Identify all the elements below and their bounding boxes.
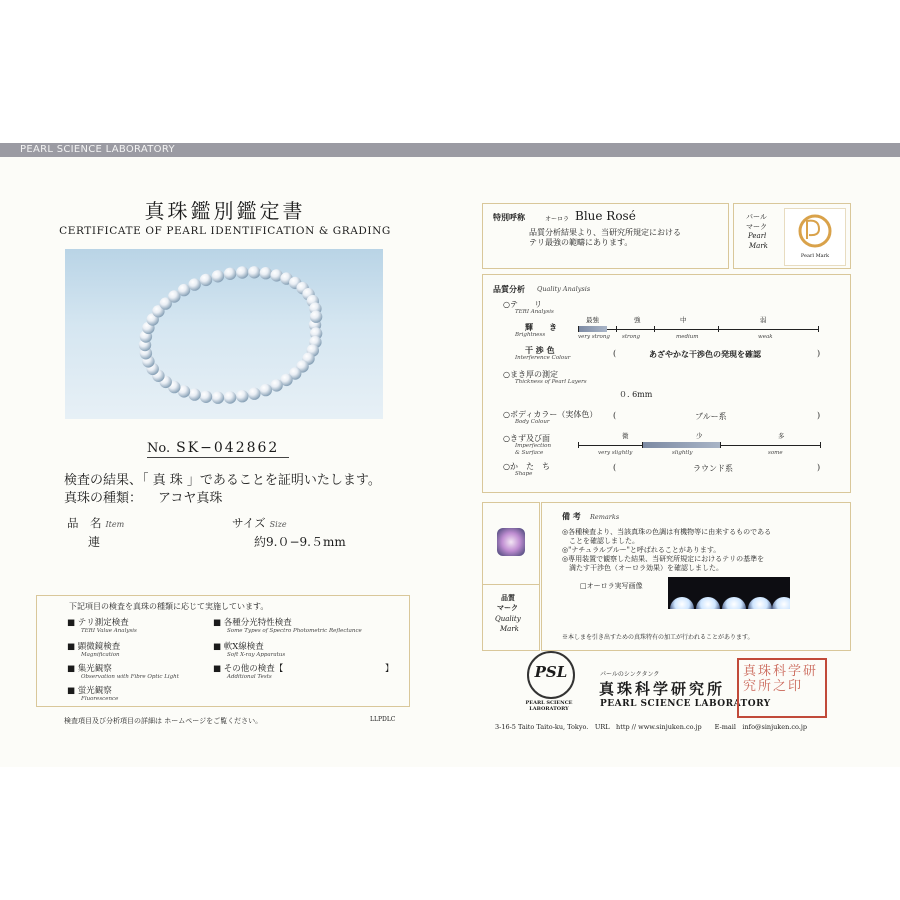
pearl-mark-icon [785, 209, 845, 255]
body-colour-value: ブルー系 [695, 412, 727, 421]
imperfection-top-label: 微 [622, 432, 629, 440]
quality-mark-en2: Mark [500, 625, 519, 633]
aurora-label: □オーロラ実写画像 [580, 582, 643, 590]
remarks-title: 備 考 [562, 511, 581, 521]
certificate-number [147, 440, 289, 458]
imperfection-level-bar [642, 442, 721, 448]
qa-title-en: Quality Analysis [537, 285, 591, 293]
title-en: CERTIFICATE OF PEARL IDENTIFICATION & GRADING [59, 225, 391, 237]
aurora-pearls-image [668, 577, 790, 609]
psl-logo [527, 651, 575, 699]
imperfection-top-label: 少 [696, 432, 703, 440]
brightness-top-label: 最強 [586, 316, 599, 324]
lab-name-jp: 真珠科学研究所 [599, 680, 726, 698]
shape-en: Shape [515, 471, 533, 477]
certificate [0, 143, 900, 767]
seal-text: 真珠科学研究所之印 [743, 664, 819, 694]
pearl [224, 391, 236, 403]
test-item: ■ 各種分光特性検査 Some Types of Spectro Photometric Reflectance [213, 618, 362, 634]
imperfection-top-label: 多 [778, 432, 785, 440]
imperfection-en1: Imperfection [515, 443, 551, 449]
special-name: Blue Rosé [575, 209, 636, 223]
quality-mark-en1: Quality [495, 615, 521, 623]
pearl-mark-box [733, 203, 851, 269]
brightness-top-label: 中 [680, 316, 687, 324]
body-colour-en: Body Colour [515, 419, 550, 425]
imperfection-scale [578, 431, 822, 459]
quality-mark-jp1: 品質 [501, 593, 515, 602]
brightness-scale [578, 315, 820, 343]
remarks-line: ◎各種検査より、当該真珠の色調は有機物等に由来するものである [562, 528, 772, 536]
body-colour-close: ) [817, 411, 821, 420]
imperfection-tick [578, 442, 579, 448]
pearl-mark-caption: Pearl Mark [800, 253, 830, 259]
pearl [224, 268, 236, 280]
lab-name-en: PEARL SCIENCE LABORATORY [600, 699, 771, 709]
shape-open: ( [613, 463, 617, 472]
aurora-thumbnail [497, 528, 525, 556]
brightness-bottom-label: weak [758, 334, 773, 340]
pearl-mark-en1: Pearl [748, 232, 767, 240]
pearl-mark-en2: Mark [749, 242, 768, 250]
pearl [260, 267, 272, 279]
pearl [310, 311, 322, 323]
imperfection-bottom-label: very slightly [598, 450, 633, 456]
size-value: 約9.０−9.５mm [254, 535, 346, 549]
imperfection-tick [642, 442, 643, 448]
shape-close: ) [817, 463, 821, 472]
brightness-tick [654, 326, 655, 332]
interference-value: あざやかな干渉色の発現を確認 [649, 349, 761, 359]
item-label [67, 515, 124, 531]
imperfection-tick [720, 442, 721, 448]
pearl [248, 388, 260, 400]
imperfection-label: ○きず及び面 [503, 434, 550, 443]
test-item: ■ テリ測定検査 TERI Value Analysis [67, 618, 137, 634]
item-label-jp: 品 名 [67, 516, 102, 530]
remarks-title-en: Remarks [590, 513, 620, 521]
header-label: PEARL SCIENCE LABORATORY [20, 144, 175, 155]
pearl [200, 391, 212, 403]
pearl [212, 270, 224, 282]
brightness-en: Brightness [515, 332, 546, 338]
brightness-tick [718, 326, 719, 332]
quality-analysis-box [482, 274, 851, 493]
remarks-box [541, 502, 851, 651]
statement: 検査の結果、「 真 珠 」であることを証明いたします。 [64, 473, 381, 488]
pearl-necklace-photo [65, 249, 383, 419]
imperfection-en2: & Surface [515, 450, 544, 456]
size-label-en: Size [269, 520, 287, 529]
tests-intro: 下記項目の検査を真珠の種類に応じて実施しています。 [69, 602, 269, 611]
test-item: ■ 集光観察 Observation with Fibre Optic Light [67, 664, 179, 680]
teri-label: ○テ リ [503, 300, 542, 309]
test-item: ■ その他の検査【 Additional Tests [213, 664, 284, 680]
test-item: ■ 顕微鏡検査 Magnification [67, 642, 121, 658]
brightness-tick [578, 326, 579, 332]
pearl [270, 379, 282, 391]
imperfection-tick [820, 442, 821, 448]
size-label [232, 515, 287, 531]
brightness-top-label: 強 [634, 316, 641, 324]
lab-kana: パールのシンクタンク [600, 671, 660, 678]
pearl [178, 284, 190, 296]
pearl-mark-logo [784, 208, 846, 266]
pearl [188, 278, 200, 290]
remarks-line: ◎"ナチュラルブルー"と呼ばれることがあります。 [562, 546, 721, 554]
tests-box [36, 595, 410, 707]
brightness-label: 輝 き [525, 322, 557, 332]
brightness-axis [578, 329, 818, 330]
brightness-bottom-label: medium [676, 334, 699, 340]
teri-en: TERI Analysis [515, 309, 554, 315]
lab-address: 3-16-5 Taito Taito-ku, Tokyo. URL http // www.sinjuken.co.jp E-mail info@sinjuken.co.jp [495, 723, 808, 731]
special-text-1: 品質分析結果より、当研究所規定における [529, 228, 681, 237]
body-colour-label: ○ボディカラー（実体色） [503, 410, 598, 419]
special-name-box [482, 203, 729, 269]
pearl-kind [64, 487, 222, 506]
pearl [236, 390, 248, 402]
thickness-en: Thickness of Pearl Layers [515, 379, 587, 385]
cert-no-value: SK−042862 [176, 440, 280, 456]
special-brand-small: オーロラ [545, 216, 570, 223]
pearl [260, 384, 272, 396]
shape-label: ○か た ち [503, 462, 550, 471]
quality-mark-box [482, 584, 540, 651]
psl-caption-1: PEARL SCIENCE [525, 700, 573, 706]
item-value: 連 [88, 535, 101, 549]
kind-value: アコヤ真珠 [158, 491, 223, 506]
pearl [248, 266, 260, 278]
test-bracket-close: 】 [385, 664, 394, 674]
aurora-thumbnail-box [482, 502, 540, 585]
test-item: ■ 軟X線検査 Soft X-ray Apparatus [213, 642, 286, 658]
pearl [188, 388, 200, 400]
brightness-bottom-label: strong [622, 334, 641, 340]
special-label: 特別呼称 [493, 212, 525, 222]
thickness-value: ０. 6mm [619, 390, 653, 399]
cert-no-label: No. [147, 441, 171, 456]
shape-value: ラウンド系 [693, 464, 733, 473]
brightness-level-bar [578, 326, 607, 332]
pearl [212, 392, 224, 404]
brightness-tick [818, 326, 819, 332]
size-label-jp: サイズ [232, 516, 266, 530]
footnote: 検査項目及び分析項目の詳細は ホームページをご覧ください。 [64, 717, 263, 725]
remarks-line: ◎専用装置で観察した結果、当研究所規定におけるテリの基準を [562, 555, 765, 563]
red-seal [737, 658, 827, 718]
pearl [200, 274, 212, 286]
pearl-necklace-image [65, 249, 383, 419]
body-colour-open: ( [613, 411, 617, 420]
thickness-label: ○まき厚の測定 [503, 370, 558, 379]
brightness-top-label: 弱 [760, 316, 767, 324]
imperfection-bottom-label: slightly [672, 450, 693, 456]
item-label-en: Item [105, 520, 125, 529]
remarks-line: ことを確認しました。 [562, 537, 639, 545]
qa-title: 品質分析 [493, 284, 525, 294]
header-bar [0, 143, 900, 157]
imperfection-bottom-label: some [768, 450, 783, 456]
psl-logo-letters: PSL [534, 663, 568, 681]
interference-close: ) [817, 349, 821, 358]
pearl [236, 266, 248, 278]
remarks-note: ※本しまを引き出すための真珠特有の加工が行われることがあります。 [562, 634, 754, 641]
title-jp: 真珠鑑別鑑定書 [144, 199, 306, 223]
interference-label: 干 渉 色 [525, 345, 555, 355]
remarks-line: 満たす干渉色（オーロラ効果）を確認しました。 [562, 564, 723, 572]
special-text-2: テリ最強の範疇にあります。 [529, 238, 633, 247]
test-item: ■ 蛍光観察 Fluorescence [67, 686, 119, 702]
interference-open: ( [613, 349, 617, 358]
pearl-mark-jp1: パール [746, 213, 767, 221]
pearl-mark-jp2: マーク [746, 223, 767, 231]
quality-mark-jp2: マーク [497, 603, 518, 612]
brightness-tick [616, 326, 617, 332]
brightness-bottom-label: very strong [578, 334, 610, 340]
psl-caption-2: LABORATORY [529, 706, 569, 712]
form-code: LLPDLC [370, 716, 396, 723]
interference-en: Interference Colour [515, 355, 571, 361]
kind-label: 真珠の種類： [64, 491, 143, 506]
aurora-photo [668, 577, 790, 609]
